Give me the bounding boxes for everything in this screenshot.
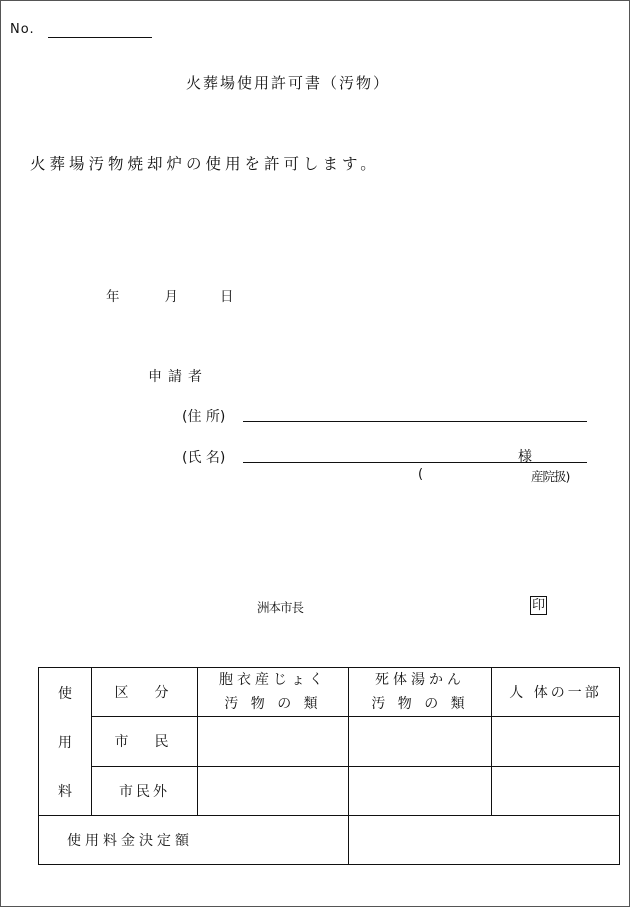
header-corpse-wash-waste: [349, 668, 492, 717]
header-line: 汚 物 の 類: [371, 696, 469, 713]
fee-cell[interactable]: [492, 717, 620, 766]
header-line: 死体湯かん: [375, 672, 465, 689]
row-label-citizen: 市 民: [92, 717, 198, 766]
issuer-title: 洲本市長: [257, 600, 304, 615]
fee-cell[interactable]: [492, 766, 620, 815]
header-category: 区 分: [92, 668, 198, 717]
header-body-part: 人 体の一部: [492, 668, 620, 717]
handler-label: 産院扱): [531, 469, 570, 484]
applicant-heading: 申請者: [148, 369, 208, 385]
date-day-label: 日: [220, 289, 234, 305]
row-label-non-citizen: 市民外: [92, 766, 198, 815]
fee-cell[interactable]: [198, 766, 349, 815]
address-field-line[interactable]: [243, 421, 587, 422]
date-line: [106, 285, 234, 305]
table-row: [39, 816, 620, 865]
address-label: (住 所): [182, 409, 226, 425]
name-label: (氏 名): [182, 450, 226, 466]
name-field-line[interactable]: [243, 462, 587, 463]
fee-side-char: 料: [58, 783, 72, 800]
fee-cell[interactable]: [349, 717, 492, 766]
document-title: 火葬場使用許可書（汚物）: [186, 74, 391, 92]
fee-side-char: 使: [58, 685, 72, 702]
date-month-label: 月: [164, 289, 178, 305]
handler-paren-open: (: [418, 467, 424, 482]
table-row: [39, 717, 620, 766]
header-line: 胞衣産じょく: [219, 672, 327, 689]
permission-statement: 火葬場汚物焼却炉の使用を許可します。: [30, 155, 380, 173]
table-row: [39, 766, 620, 815]
fee-cell[interactable]: [198, 717, 349, 766]
date-year-label: 年: [106, 289, 120, 305]
number-label: No.: [10, 22, 35, 37]
fee-table: [38, 667, 620, 865]
decision-amount-value[interactable]: [349, 816, 620, 865]
decision-amount-label: 使用料金決定額: [39, 816, 349, 865]
honorific-label: 様: [518, 449, 532, 465]
fee-side-label-cell: [39, 668, 92, 816]
fee-side-char: 用: [58, 734, 72, 751]
number-field-line[interactable]: [48, 37, 152, 38]
fee-cell[interactable]: [349, 766, 492, 815]
header-placenta-waste: [198, 668, 349, 717]
header-line: 汚 物 の 類: [224, 696, 322, 713]
seal-mark: 印: [531, 598, 545, 613]
